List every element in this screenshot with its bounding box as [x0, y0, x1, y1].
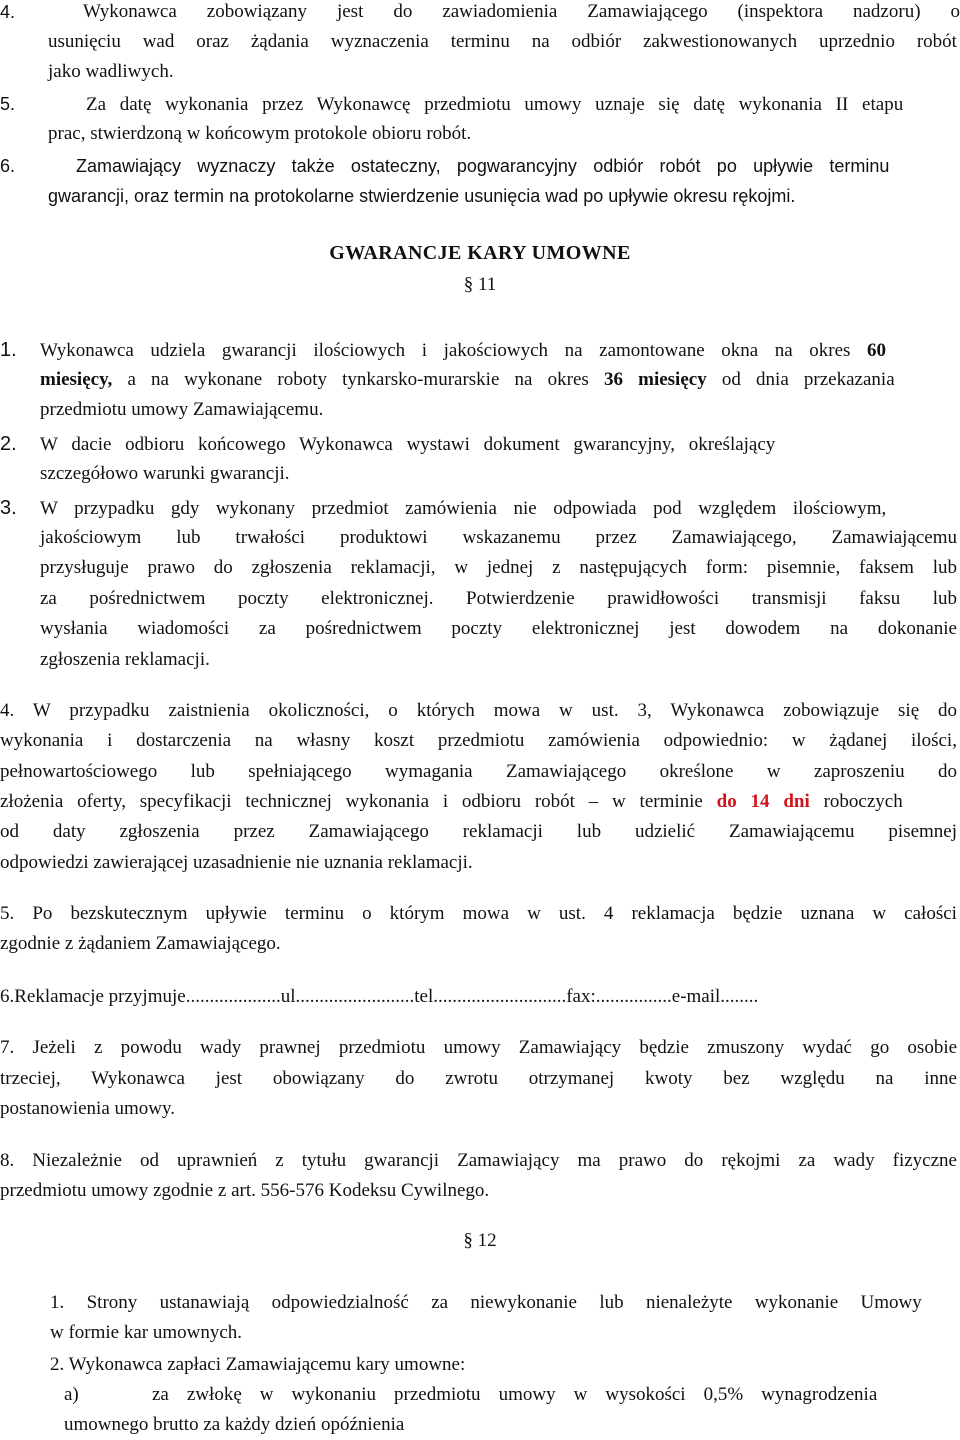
guarantee-3-line-2: jakościowym lub trwałości produktowi wskazanemu przez Zamawiającego, Zamawiającemu	[40, 527, 958, 548]
item-number: 2.	[0, 433, 17, 455]
guarantee-3-line-5: wysłania wiadomości za pośrednictwem poczty elektronicznej jest dowodem na dokonanie	[40, 618, 957, 639]
penalty-item-a-line-2: umownego brutto za każdy dzień opóźnienia	[64, 1414, 405, 1435]
penalty-item-1-line-2: w formie kar umownych.	[50, 1322, 243, 1343]
guarantee-1-line-3: przedmiotu umowy Zamawiającemu.	[40, 399, 324, 420]
guarantee-2-line-1	[0, 432, 775, 457]
paragraph-12-symbol: § 12	[463, 1230, 497, 1251]
item-number: 3.	[0, 497, 17, 519]
guarantee-4-line-1: 4. W przypadku zaistnienia okoliczności, o których mowa w ust. 3, Wykonawca zobowiązuje się do	[0, 700, 958, 721]
guarantee-1-line-2	[40, 368, 895, 392]
item-text: Za datę wykonania przez Wykonawcę przedmiotu umowy uznaje się datę wykonania II etapu	[86, 94, 904, 115]
guarantee-8-line-1: 8. Niezależnie od uprawnień z tytułu gwarancji Zamawiający ma prawo do rękojmi za wady fizyczne	[0, 1150, 957, 1171]
item-5-line-1	[0, 92, 903, 117]
item-text: a na wykonane roboty tynkarsko-murarskie na okres	[127, 369, 589, 390]
guarantee-3-line-1	[0, 496, 886, 521]
guarantee-7-line-2: trzeciej, Wykonawca jest obowiązany do zwrotu otrzymanej kwoty bez względu na inne	[0, 1068, 957, 1089]
guarantee-8-line-2: przedmiotu umowy zgodnie z art. 556-576 Kodeksu Cywilnego.	[0, 1180, 490, 1201]
guarantee-4-line-2: wykonania i dostarczenia na własny koszt przedmiotu zamówienia odpowiednio: w żądanej ilości,	[0, 730, 957, 751]
item-6-line-2: gwarancji, oraz termin na protokolarne stwierdzenie usunięcia wad po upływie okresu rękojmi.	[48, 186, 796, 206]
item-6-line-1	[0, 154, 889, 178]
penalty-item-1-line-1: 1. Strony ustanawiają odpowiedzialność za niewykonanie lub nienależyte wykonanie Umowy	[50, 1292, 922, 1313]
item-4-line-1	[0, 0, 960, 24]
item-4-line-3: jako wadliwych.	[48, 61, 174, 82]
item-text: roboczych	[823, 791, 903, 812]
guarantee-2-line-2: szczegółowo warunki gwarancji.	[40, 463, 290, 484]
item-text: Wykonawca zobowiązany jest do zawiadomienia Zamawiającego (inspektora nadzoru) o	[82, 1, 960, 22]
months-bold: miesięcy,	[40, 369, 113, 390]
item-number: 6.	[0, 156, 16, 176]
guarantee-1-line-1	[0, 338, 886, 363]
warranty-works-months: 36 miesięcy	[603, 369, 707, 390]
penalty-item-a-line-1	[64, 1383, 877, 1407]
guarantee-4-line-3: pełnowartościowego lub spełniającego wymagania Zamawiającego określone w zaproszeniu do	[0, 761, 958, 782]
item-4-line-2: usunięciu wad oraz żądania wyznaczenia terminu na odbiór zakwestionowanych uprzednio robót	[48, 31, 957, 52]
item-number: 5.	[0, 94, 16, 114]
item-letter: a)	[64, 1384, 79, 1405]
item-number: 1.	[0, 339, 17, 361]
guarantee-6-line-1: 6.Reklamacje przyjmuje....................ul.........................tel............................fax:................e-mail........	[0, 986, 759, 1007]
item-text: Zamawiający wyznaczy także ostateczny, pogwarancyjny odbiór robót po upływie terminu	[76, 156, 890, 176]
guarantee-5-line-1: 5. Po bezskutecznym upływie terminu o którym mowa w ust. 4 reklamacja będzie uznana w całości	[0, 903, 957, 924]
item-text: Wykonawca udziela gwarancji ilościowych i jakościowych na zamontowane okna na okres	[40, 340, 851, 361]
guarantee-5-line-2: zgodnie z żądaniem Zamawiającego.	[0, 933, 281, 954]
warranty-windows-months: 60	[867, 340, 887, 361]
item-number: 4.	[0, 2, 16, 22]
item-text: za zwłokę w wykonaniu przedmiotu umowy w wysokości 0,5% wynagrodzenia	[152, 1384, 878, 1405]
guarantee-4-line-6: odpowiedzi zawierającej uzasadnienie nie uznania reklamacji.	[0, 852, 473, 873]
paragraph-11-symbol: § 11	[463, 274, 497, 295]
guarantee-3-line-4: za pośrednictwem poczty elektronicznej. Potwierdzenie prawidłowości transmisji faksu lub	[40, 588, 958, 609]
guarantee-3-line-6: zgłoszenia reklamacji.	[40, 649, 210, 670]
item-5-line-2: prac, stwierdzoną w końcowym protokole obioru robót.	[48, 123, 472, 144]
guarantee-4-line-5: od daty zgłoszenia przez Zamawiającego reklamacji lub udzielić Zamawiającemu pisemnej	[0, 821, 958, 842]
item-text: W przypadku gdy wykonany przedmiot zamówienia nie odpowiada pod względem ilościowym,	[40, 498, 887, 519]
guarantee-7-line-3: postanowienia umowy.	[0, 1098, 176, 1119]
item-text: złożenia oferty, specyfikacji technicznej wykonania i odbioru robót – w terminie	[0, 791, 703, 812]
guarantee-4-line-4	[0, 790, 903, 814]
deadline-highlight: do 14 dni	[716, 791, 810, 812]
guarantee-7-line-1: 7. Jeżeli z powodu wady prawnej przedmiotu umowy Zamawiający będzie zmuszony wydać go osobie	[0, 1037, 958, 1058]
section-heading: GWARANCJE KARY UMOWNE	[329, 242, 631, 264]
guarantee-3-line-3: przysługuje prawo do zgłoszenia reklamacji, w jednej z następujących form: pisemnie, faksem lub	[40, 557, 957, 578]
item-text: od dnia przekazania	[721, 369, 895, 390]
item-text: W dacie odbioru końcowego Wykonawca wystawi dokument gwarancyjny, określający	[40, 434, 776, 455]
penalty-item-2: 2. Wykonawca zapłaci Zamawiającemu kary umowne:	[50, 1354, 466, 1375]
